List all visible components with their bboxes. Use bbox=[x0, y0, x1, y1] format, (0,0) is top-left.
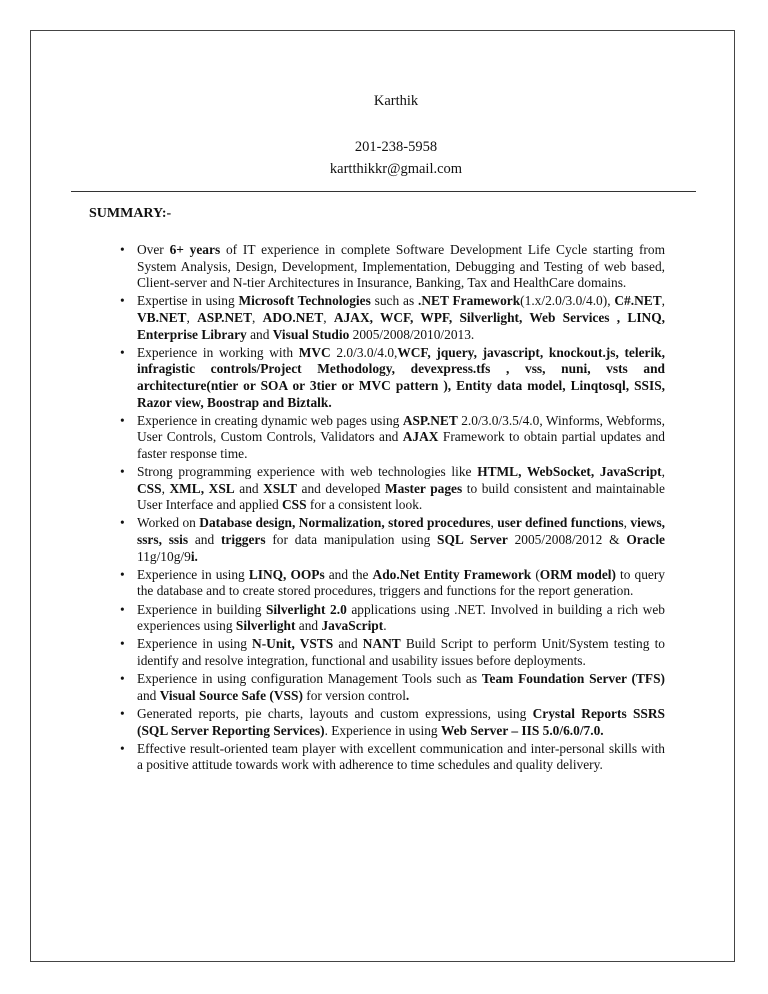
bold-text: Crystal Reports SSRS (SQL Server Reporting Services) bbox=[137, 705, 665, 738]
summary-list-item bbox=[120, 705, 665, 739]
text: of IT experience in complete Software Development Life Cycle starting from System Analysis, Design, Development, Implementation, Debugging and Testing of web based, Client-server and N-tier Architectures in Insurance, Banking, Tax and HealthCare domains. bbox=[137, 242, 666, 291]
bold-text: AJAX bbox=[402, 429, 439, 445]
summary-list-item bbox=[120, 601, 665, 635]
text: , bbox=[661, 464, 665, 480]
bold-text: ORM model) bbox=[539, 566, 616, 582]
text: and bbox=[333, 636, 363, 652]
bold-text: Database design, Normalization, stored procedures bbox=[199, 515, 491, 531]
text: , bbox=[661, 293, 665, 309]
bullet-icon: • bbox=[120, 344, 125, 360]
text: , bbox=[490, 515, 498, 531]
bold-text: Master pages bbox=[384, 480, 463, 496]
bold-text: WCF, jquery, javascript, knockout.js, telerik, infragistic controls/Project Methodology, devexpress.tfs , vss, nuni, vsts and architecture(ntier or SOA or 3tier or MVC pattern ), Entity data model, Linqtosql, SSIS, Razor view, Boostrap and Biztalk. bbox=[137, 344, 666, 410]
bold-text: Visual Source Safe (VSS) bbox=[159, 687, 303, 703]
bold-text: ASP.NET bbox=[197, 309, 253, 325]
text: such as bbox=[370, 293, 419, 309]
header-divider bbox=[71, 191, 696, 192]
candidate-name: Karthik bbox=[373, 93, 419, 109]
bold-text: Silverlight 2.0 bbox=[265, 601, 347, 617]
text: Experience in using bbox=[137, 636, 253, 652]
text: , bbox=[252, 309, 263, 325]
bold-text: VB.NET bbox=[137, 309, 187, 325]
text: Expertise in using bbox=[137, 293, 239, 309]
text: . Experience in using bbox=[324, 722, 441, 738]
text: Build Script to perform Unit/System testing to identify and resolve integration, functional and usability issues before deployments. bbox=[137, 636, 665, 668]
bold-text: C#.NET bbox=[614, 293, 662, 309]
summary-list-item bbox=[120, 636, 665, 669]
bold-text: XML, XSL bbox=[169, 480, 235, 496]
text: , bbox=[186, 309, 198, 325]
bold-text: Ado.Net Entity Framework bbox=[372, 566, 532, 582]
text: (1.x/2.0/3.0/4.0), bbox=[520, 293, 615, 309]
bold-text: views, ssrs, ssis bbox=[137, 515, 666, 548]
text: 2.0/3.0/3.5/4.0, Winforms, Webforms, User Controls, Custom Controls, Validators and bbox=[137, 412, 665, 445]
text: Over bbox=[137, 242, 170, 257]
bullet-icon: • bbox=[120, 412, 125, 428]
text: Experience in using configuration Management Tools such as bbox=[137, 671, 482, 687]
bold-text: LINQ, OOPs bbox=[248, 566, 325, 582]
text: and bbox=[188, 532, 221, 548]
phone-number: 201-238-5958 bbox=[354, 139, 438, 155]
bold-text: Silverlight bbox=[235, 618, 296, 634]
text: . bbox=[383, 618, 387, 634]
summary-list-item bbox=[120, 566, 665, 600]
text: ( bbox=[531, 566, 540, 582]
text: 2005/2008/2010/2013. bbox=[349, 326, 475, 342]
text: and bbox=[295, 618, 322, 634]
bold-text: CSS bbox=[282, 497, 307, 513]
bold-text: Microsoft Technologies bbox=[238, 293, 371, 309]
text: Worked on bbox=[137, 515, 200, 531]
text: 2.0/3.0/4.0, bbox=[330, 344, 398, 360]
text: applications using .NET. Involved in building a rich web experiences using bbox=[137, 601, 665, 634]
bold-text: MVC bbox=[298, 344, 331, 360]
summary-list-item bbox=[120, 344, 666, 411]
bold-text: SQL Server bbox=[437, 532, 508, 548]
bold-text: ASP.NET bbox=[402, 412, 458, 428]
bullet-icon: • bbox=[120, 740, 125, 756]
text: , bbox=[623, 515, 631, 531]
bullet-icon: • bbox=[120, 636, 125, 652]
text: 11g/10g/9 bbox=[137, 548, 191, 564]
bullet-icon: • bbox=[120, 242, 125, 257]
section-title-summary: SUMMARY:- bbox=[89, 206, 172, 221]
bold-text: Visual Studio bbox=[272, 326, 350, 342]
text: and bbox=[234, 480, 264, 496]
email-address: kartthikkr@gmail.com bbox=[329, 161, 463, 177]
bullet-icon: • bbox=[120, 293, 125, 309]
bold-text: XSLT bbox=[263, 480, 297, 496]
text: and bbox=[246, 326, 273, 342]
text: Experience in working with bbox=[137, 344, 299, 360]
bold-text: Web Server – IIS 5.0/6.0/7.0. bbox=[440, 722, 604, 738]
bold-text: Team Foundation Server (TFS) bbox=[481, 671, 665, 687]
text: for data manipulation using bbox=[265, 532, 438, 548]
summary-list-item bbox=[120, 515, 666, 565]
text: Experience in building bbox=[137, 601, 266, 617]
bold-text: JavaScript bbox=[321, 618, 384, 634]
text: , bbox=[161, 480, 170, 496]
text: Generated reports, pie charts, layouts and custom expressions, using bbox=[137, 705, 533, 721]
summary-list-item bbox=[120, 242, 666, 292]
text: and developed bbox=[296, 480, 385, 496]
text: , bbox=[323, 309, 334, 325]
summary-list-item bbox=[120, 740, 665, 774]
bold-text: NANT bbox=[362, 636, 401, 652]
bold-text: triggers bbox=[220, 532, 266, 548]
text: to build consistent and maintainable User Interface and applied bbox=[137, 480, 665, 513]
bullet-icon: • bbox=[120, 515, 125, 531]
text: Experience in using bbox=[137, 566, 249, 582]
bold-text: HTML, WebSocket, JavaScript bbox=[477, 464, 662, 480]
bold-text: N-Unit, VSTS bbox=[252, 636, 334, 652]
bold-text: .NET Framework bbox=[418, 293, 521, 309]
bullet-icon: • bbox=[120, 601, 125, 617]
text: Strong programming experience with web technologies like bbox=[137, 464, 478, 480]
bold-text: ADO.NET bbox=[262, 309, 324, 325]
bullet-icon: • bbox=[120, 705, 125, 721]
summary-list-item bbox=[120, 412, 665, 463]
text: to query the database and to create stored procedures, triggers and functions for the report generation. bbox=[137, 566, 665, 599]
bold-text: user defined functions bbox=[497, 515, 624, 531]
text: and bbox=[137, 687, 160, 703]
bold-text: i. bbox=[190, 548, 198, 564]
bold-text: AJAX, WCF, WPF, Silverlight, Web Services , LINQ, Enterprise Library bbox=[137, 309, 665, 342]
summary-list-item bbox=[120, 293, 665, 343]
bold-text: . bbox=[405, 687, 410, 703]
bullet-icon: • bbox=[120, 464, 125, 480]
text: Effective result-oriented team player with excellent communication and inter-personal skills with a positive attitude towards work with adherence to time schedules and quality delivery. bbox=[137, 740, 665, 773]
bold-text: CSS bbox=[137, 480, 162, 496]
bold-text: Oracle bbox=[626, 532, 665, 548]
bullet-icon: • bbox=[120, 566, 125, 582]
summary-list-item bbox=[120, 671, 665, 704]
bold-text: 6+ years bbox=[169, 242, 221, 257]
text: Experience in creating dynamic web pages using bbox=[137, 412, 403, 428]
text: for a consistent look. bbox=[306, 497, 423, 513]
text: 2005/2008/2012 & bbox=[507, 532, 627, 548]
text: Framework to obtain partial updates and faster response time. bbox=[137, 429, 665, 461]
summary-list-item bbox=[120, 464, 665, 514]
text: for version control bbox=[302, 687, 406, 703]
summary-list bbox=[120, 242, 665, 776]
text: and the bbox=[324, 566, 373, 582]
bullet-icon: • bbox=[120, 671, 125, 687]
